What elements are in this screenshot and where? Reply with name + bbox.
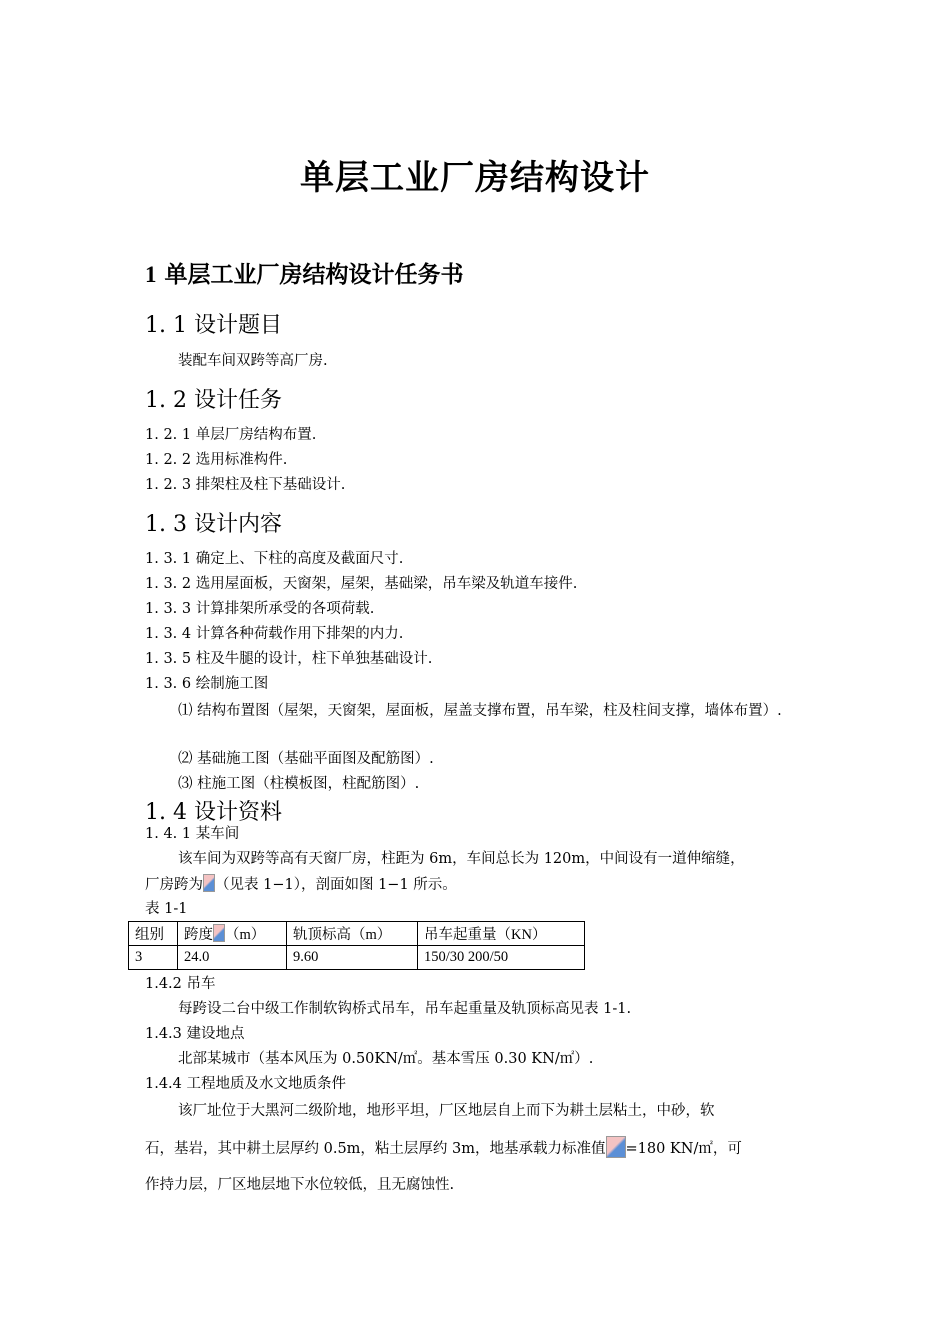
paragraph-geology-line3: 作持力层，厂区地层地下水位较低，且无腐蚀性. xyxy=(145,1177,455,1193)
section-heading-1-4: 1. 4 设计资料 xyxy=(145,800,282,825)
paragraph-geology-line2 xyxy=(145,1136,742,1159)
section-heading-1-2: 1. 2 设计任务 xyxy=(145,388,282,413)
table-header-cell: 组别 xyxy=(129,922,178,946)
paragraph-workshop-line2 xyxy=(145,874,457,895)
table-cell: 3 xyxy=(129,946,178,970)
sub-item-column: ⑶ 柱施工图（柱模板图，柱配筋图）. xyxy=(178,776,420,792)
list-item: 1. 2. 1 单层厂房结构布置. xyxy=(145,427,317,443)
text-span: 厂房跨为 xyxy=(145,877,203,893)
text-span: =180 KN/㎡，可 xyxy=(625,1141,742,1157)
table-header-cell xyxy=(178,922,287,946)
list-item: 1. 3. 3 计算排架所承受的各项荷载. xyxy=(145,601,375,617)
paragraph-geology-line1: 该厂址位于大黑河二级阶地，地形平坦，厂区地层自上而下为耕土层粘土，中砂，软 xyxy=(178,1103,715,1119)
table-header-cell: 吊车起重量（KN） xyxy=(418,922,585,946)
formula-image-icon xyxy=(203,874,215,892)
subsection-1-4-2: 1.4.2 吊车 xyxy=(145,976,216,992)
paragraph-crane: 每跨设二台中级工作制软钩桥式吊车，吊车起重量及轨顶标高见表 1-1. xyxy=(178,1001,632,1017)
paragraph-site: 北部某城市（基本风压为 0.50KN/㎡。基本雪压 0.30 KN/㎡）. xyxy=(178,1051,594,1067)
table-cell: 150/30 200/50 xyxy=(418,946,585,970)
data-table xyxy=(128,921,585,970)
formula-image-icon xyxy=(213,924,225,942)
table-row xyxy=(129,946,585,970)
document-title: 单层工业厂房结构设计 xyxy=(300,158,650,198)
text-span: 跨度 xyxy=(184,927,213,943)
paragraph-workshop-line1: 该车间为双跨等高有天窗厂房，柱距为 6m，车间总长为 120m，中间设有一道伸缩缝， xyxy=(178,851,745,867)
table-header-cell: 轨顶标高（m） xyxy=(287,922,418,946)
list-item: 1. 3. 1 确定上、下柱的高度及截面尺寸. xyxy=(145,551,404,567)
table-caption: 表 1-1 xyxy=(145,901,188,917)
list-item: 1. 3. 4 计算各种荷载作用下排架的内力. xyxy=(145,626,404,642)
text-span: 石，基岩，其中耕土层厚约 0.5m，粘土层厚约 3m，地基承载力标准值 xyxy=(145,1141,606,1157)
chapter-number: 1 xyxy=(145,262,157,287)
text-span: （见表 1−1），剖面如图 1−1 所示。 xyxy=(215,877,457,893)
table-cell: 9.60 xyxy=(287,946,418,970)
table-header-row xyxy=(129,922,585,946)
list-item: 1. 3. 2 选用屋面板，天窗架，屋架，基础梁，吊车梁及轨道车接件. xyxy=(145,576,578,592)
sub-item-structure-layout: ⑴ 结构布置图（屋架，天窗架，屋面板，屋盖支撑布置，吊车梁，柱及柱间支撑，墙体布置）. xyxy=(178,703,782,719)
text-span: （m） xyxy=(225,927,266,943)
list-item: 1. 3. 6 绘制施工图 xyxy=(145,676,269,692)
subsection-1-4-4: 1.4.4 工程地质及水文地质条件 xyxy=(145,1076,347,1092)
section-heading-1-1: 1. 1 设计题目 xyxy=(145,313,282,338)
chapter-heading xyxy=(145,256,464,289)
chapter-title: 单层工业厂房结构设计任务书 xyxy=(164,262,464,288)
list-item: 1. 2. 3 排架柱及柱下基础设计. xyxy=(145,477,346,493)
list-item: 1. 2. 2 选用标准构件. xyxy=(145,452,288,468)
section-1-1-body: 装配车间双跨等高厂房. xyxy=(178,353,328,369)
table-cell: 24.0 xyxy=(178,946,287,970)
subsection-1-4-3: 1.4.3 建设地点 xyxy=(145,1026,245,1042)
formula-image-icon xyxy=(606,1136,626,1158)
sub-item-foundation: ⑵ 基础施工图（基础平面图及配筋图）. xyxy=(178,751,434,767)
subsection-1-4-1: 1. 4. 1 某车间 xyxy=(145,826,240,842)
list-item: 1. 3. 5 柱及牛腿的设计，柱下单独基础设计. xyxy=(145,651,433,667)
section-heading-1-3: 1. 3 设计内容 xyxy=(145,512,282,537)
